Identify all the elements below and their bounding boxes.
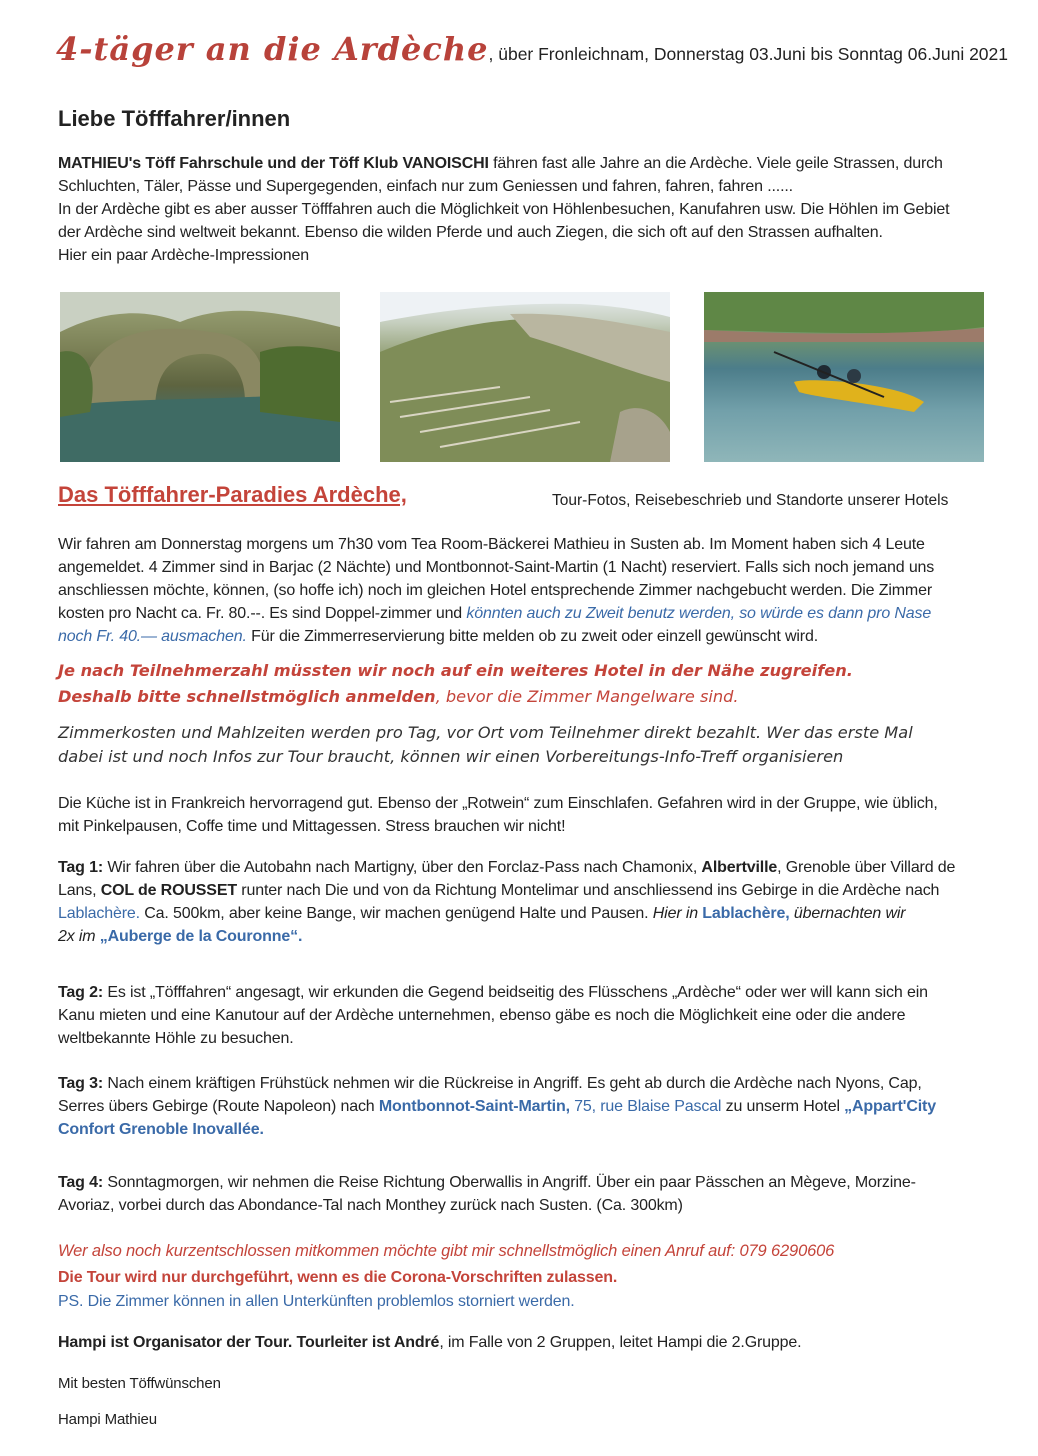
day1-text: Wir fahren über die Autobahn nach Martigny, über den Forclaz-Pass nach Chamonix, [103, 859, 702, 876]
day4-label: Tag 4: [58, 1174, 104, 1191]
day4-paragraph [58, 1171, 1003, 1217]
day3-address: 75, rue Blaise Pascal [569, 1098, 722, 1115]
kitchen-paragraph [58, 792, 1003, 838]
section-subtitle: Tour-Fotos, Reisebeschrieb und Standorte unserer Hotels [552, 492, 949, 509]
day1-text: 2x im [58, 928, 100, 945]
intro-bold: MATHIEU's Töff Fahrschule und der Töff Klub VANOISCHI [58, 155, 489, 172]
day1-place: Lablachère, [702, 905, 790, 922]
day3-hotel: „Appart'City [844, 1098, 936, 1115]
details-blue: noch Fr. 40.— ausmachen. [58, 628, 247, 645]
day1-place: Lablachère. [58, 905, 140, 922]
day1-col: COL de ROUSSET [100, 882, 237, 899]
day2-text: weltbekannte Höhle zu besuchen. [58, 1030, 294, 1047]
kitchen-line: mit Pinkelpausen, Coffe time und Mittagessen. Stress brauchen wir nicht! [58, 818, 566, 835]
register-rest: , bevor die Zimmer Mangelware sind. [435, 687, 739, 706]
day1-hotel: „Auberge de la Couronne“. [99, 928, 303, 945]
ps-note: PS. Die Zimmer können in allen Unterkünften problemlos storniert werden. [58, 1293, 575, 1310]
trip-details-paragraph [58, 533, 1003, 648]
day1-text: Lans, [58, 882, 101, 899]
intro-line: fähren fast alle Jahre an die Ardèche. Viele geile Strassen, durch [488, 155, 943, 172]
day3-text: Serres übers Gebirge (Route Napoleon) nach [58, 1098, 379, 1115]
title-script: 4-täger an die Ardèche [56, 30, 489, 68]
intro-line: Schluchten, Täler, Pässe und Supergegenden, einfach nur zum Geniessen und fahren, fahren, fahren ...... [58, 178, 793, 195]
day2-paragraph [58, 981, 1003, 1050]
day1-text: übernachten wir [789, 905, 906, 922]
call-note: Wer also noch kurzentschlossen mitkommen möchte gibt mir schnellstmöglich einen Anruf auf: 079 6290606 [58, 1242, 835, 1260]
photo-canoe [704, 292, 984, 462]
day3-text: Nach einem kräftigen Frühstück nehmen wir die Rückreise in Angriff. Es geht ab durch die Ardèche nach Nyons, Cap, [103, 1075, 922, 1092]
organizer-line [58, 1331, 1003, 1354]
register-note [58, 685, 1003, 709]
kitchen-line: Die Küche ist in Frankreich hervorragend gut. Ebenso der „Rotwein“ zum Einschlafen. Gefahren wird in der Gruppe, wie üblich, [58, 795, 938, 812]
day4-text: Sonntagmorgen, wir nehmen die Reise Richtung Oberwallis in Angriff. Über ein paar Pässchen an Mègeve, Morzine- [103, 1174, 916, 1191]
costs-paragraph [58, 721, 1003, 769]
photo-stone-arch [60, 292, 340, 462]
day3-label: Tag 3: [58, 1075, 104, 1092]
hotel-warning: Je nach Teilnehmerzahl müssten wir noch auf ein weiteres Hotel in der Nähe zugreifen. [58, 661, 853, 680]
day2-text: Es ist „Töfffahren“ angesagt, wir erkunden die Gegend beidseitig des Flüsschens „Ardèche“ oder wer will kann sich ein [103, 984, 928, 1001]
intro-line: Hier ein paar Ardèche-Impressionen [58, 247, 310, 264]
details-line: angemeldet. 4 Zimmer sind in Barjac (2 Nächte) und Montbonnot-Saint-Martin (1 Nacht) reserviert. Falls sich noch jemand uns [58, 559, 935, 576]
day1-text: runter nach Die und von da Richtung Montelimar und anschliessend ins Gebirge in die Ardèche nach [236, 882, 940, 899]
organizer-rest: , im Falle von 2 Gruppen, leitet Hampi die 2.Gruppe. [439, 1334, 802, 1351]
document-title [56, 30, 1008, 68]
details-line: anschliessen möchte, können, (so hoffe ich) noch im gleichen Hotel entsprechende Zimmer nachgebucht werden. Die Zimmer [58, 582, 933, 599]
day3-text: zu unserm Hotel [721, 1098, 845, 1115]
day1-paragraph [58, 856, 1003, 948]
wishes-line: Mit besten Töffwünschen [58, 1375, 221, 1392]
costs-line: Zimmerkosten und Mahlzeiten werden pro Tag, vor Ort vom Teilnehmer direkt bezahlt. Wer das erste Mal [58, 723, 913, 742]
organizer-bold: Hampi ist Organisator der Tour. Tourleiter ist André [58, 1334, 440, 1351]
day2-text: Kanu mieten und eine Kanutour auf der Ardèche unternehmen, ebenso gäbe es noch die Möglichkeit eine oder die andere [58, 1007, 906, 1024]
day3-hotel: Confort Grenoble Inovallée. [58, 1121, 264, 1138]
details-line: Für die Zimmerreservierung bitte melden ob zu zweit oder einzell gewünscht wird. [246, 628, 819, 645]
day1-label: Tag 1: [58, 859, 104, 876]
title-date: , über Fronleichnam, Donnerstag 03.Juni bis Sonntag 06.Juni 2021 [488, 44, 1008, 64]
day2-label: Tag 2: [58, 984, 104, 1001]
intro-line: In der Ardèche gibt es aber ausser Töfffahren auch die Möglichkeit von Höhlenbesuchen, Kanufahren usw. Die Höhlen im Gebiet [58, 201, 950, 218]
details-line: kosten pro Nacht ca. Fr. 80.--. Es sind Doppel-zimmer und [58, 605, 467, 622]
costs-line: dabei ist und noch Infos zur Tour braucht, können wir einen Vorbereitungs-Info-Treff organisieren [58, 747, 844, 766]
details-line: Wir fahren am Donnerstag morgens um 7h30 vom Tea Room-Bäckerei Mathieu in Susten ab. Im Moment haben sich 4 Leute [58, 536, 925, 553]
intro-line: der Ardèche sind weltweit bekannt. Ebenso die wilden Pferde und auch Ziegen, die sich oft auf den Strassen aufhalten. [58, 224, 883, 241]
day1-text: Hier in [652, 905, 703, 922]
day1-text: Albertville [701, 859, 778, 876]
section-title: Das Töfffahrer-Paradies Ardèche, [58, 482, 407, 507]
signature: Hampi Mathieu [58, 1411, 157, 1428]
day3-place: Montbonnot-Saint-Martin, [378, 1098, 570, 1115]
day1-text: Ca. 500km, aber keine Bange, wir machen genügend Halte und Pausen. [139, 905, 653, 922]
details-blue: könnten auch zu Zweit benutz werden, so würde es dann pro Nase [466, 605, 932, 622]
register-bold: Deshalb bitte schnellstmöglich anmelden [58, 687, 436, 706]
corona-note: Die Tour wird nur durchgeführt, wenn es die Corona-Vorschriften zulassen. [58, 1269, 618, 1286]
day1-text: , Grenoble über Villard de [777, 859, 956, 876]
photo-serpentine-road [380, 292, 670, 462]
day4-text: Avoriaz, vorbei durch das Abondance-Tal nach Monthey zurück nach Susten. (Ca. 300km) [58, 1197, 683, 1214]
day3-paragraph [58, 1072, 1003, 1141]
greeting: Liebe Töfffahrer/innen [58, 106, 291, 131]
intro-paragraph [58, 152, 1018, 267]
